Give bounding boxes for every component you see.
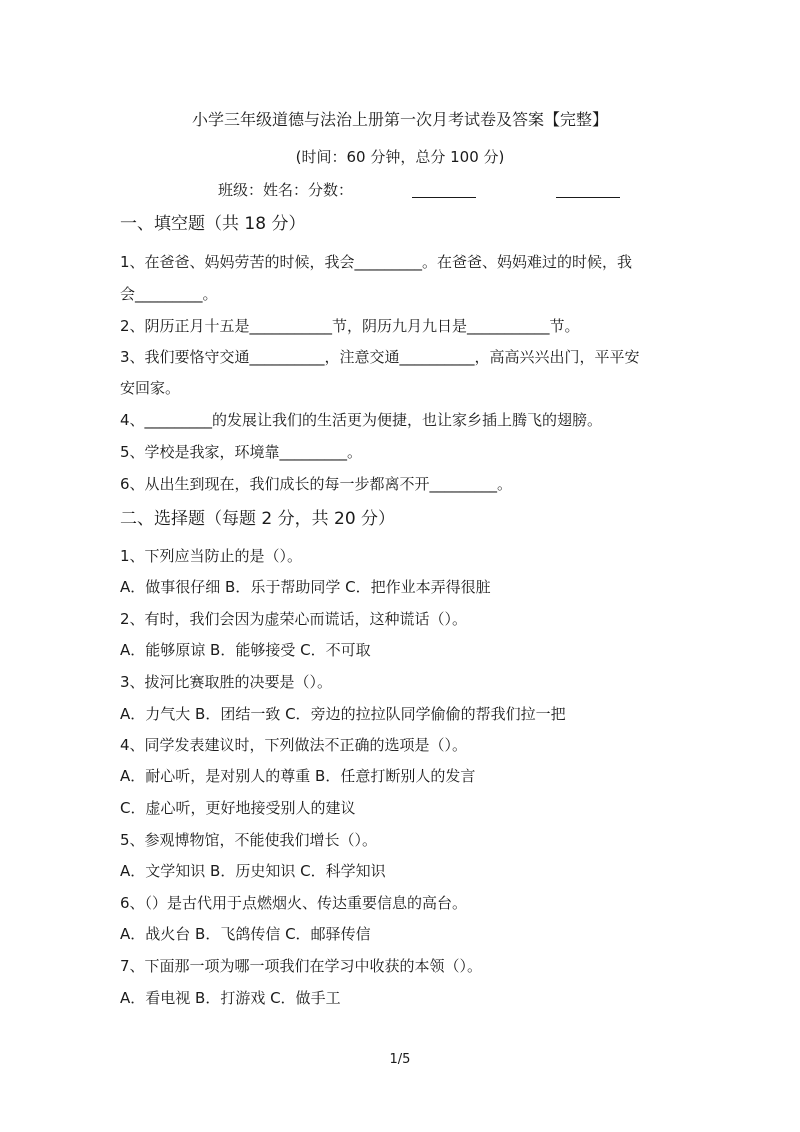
page-number: 1/5	[389, 1052, 411, 1067]
section-heading-multiple-choice: 二、选择题（每题 2 分，共 20 分）	[120, 509, 396, 529]
choice-question-1-options: A．做事很仔细 B．乐于帮助同学 C．把作业本弄得很脏	[120, 578, 491, 596]
choice-question-7-options: A．看电视 B．打游戏 C．做手工	[120, 989, 341, 1007]
info-blank-1	[412, 197, 476, 198]
choice-question-3-options: A．力气大 B．团结一致 C．旁边的拉拉队同学偷偷的帮我们拉一把	[120, 705, 566, 723]
choice-question-5: 5、参观博物馆，不能使我们增长（）。	[120, 831, 378, 849]
fill-question-3-line-1: 3、我们要恪守交通__________，注意交通__________，高高兴兴出门，平平安	[120, 348, 640, 366]
fill-question-5: 5、学校是我家，环境靠_________。	[120, 443, 363, 461]
choice-question-7: 7、下面那一项为哪一项我们在学习中收获的本领（）。	[120, 957, 483, 975]
section-heading-fill-in: 一、填空题（共 18 分）	[120, 214, 306, 234]
exam-duration-note: (时间：60 分钟，总分 100 分)	[295, 148, 505, 166]
student-info-line: 班级：姓名：分数：	[218, 181, 354, 199]
choice-question-2: 2、有时，我们会因为虚荣心而谎话，这种谎话（）。	[120, 610, 468, 628]
info-blank-2	[556, 197, 620, 198]
fill-question-4: 4、_________的发展让我们的生活更为便捷，也让家乡插上腾飞的翅膀。	[120, 411, 603, 429]
choice-question-6-options: A．战火台 B．飞鸽传信 C．邮驿传信	[120, 925, 371, 943]
choice-question-4-options-line-2: C．虚心听，更好地接受别人的建议	[120, 799, 356, 817]
page-title: 小学三年级道德与法治上册第一次月考试卷及答案【完整】	[191, 110, 608, 129]
choice-question-4: 4、同学发表建议时，下列做法不正确的选项是（）。	[120, 736, 468, 754]
fill-question-1-line-1: 1、在爸爸、妈妈劳苦的时候，我会_________。在爸爸、妈妈难过的时候，我	[120, 253, 633, 271]
choice-question-2-options: A．能够原谅 B．能够接受 C．不可取	[120, 641, 371, 659]
fill-question-6: 6、从出生到现在，我们成长的每一步都离不开_________。	[120, 475, 513, 493]
fill-question-3-line-2: 安回家。	[120, 379, 181, 397]
choice-question-5-options: A．文学知识 B．历史知识 C．科学知识	[120, 862, 386, 880]
choice-question-6: 6、（）是古代用于点燃烟火、传达重要信息的高台。	[120, 894, 468, 912]
choice-question-3: 3、拔河比赛取胜的决要是（）。	[120, 673, 333, 691]
fill-question-1-line-2: 会_________。	[120, 285, 218, 303]
choice-question-1: 1、下列应当防止的是（）。	[120, 547, 303, 565]
fill-question-2: 2、阴历正月十五是___________节，阴历九月九日是___________节。	[120, 317, 580, 335]
choice-question-4-options-line-1: A．耐心听，是对别人的尊重 B．任意打断别人的发言	[120, 767, 476, 785]
